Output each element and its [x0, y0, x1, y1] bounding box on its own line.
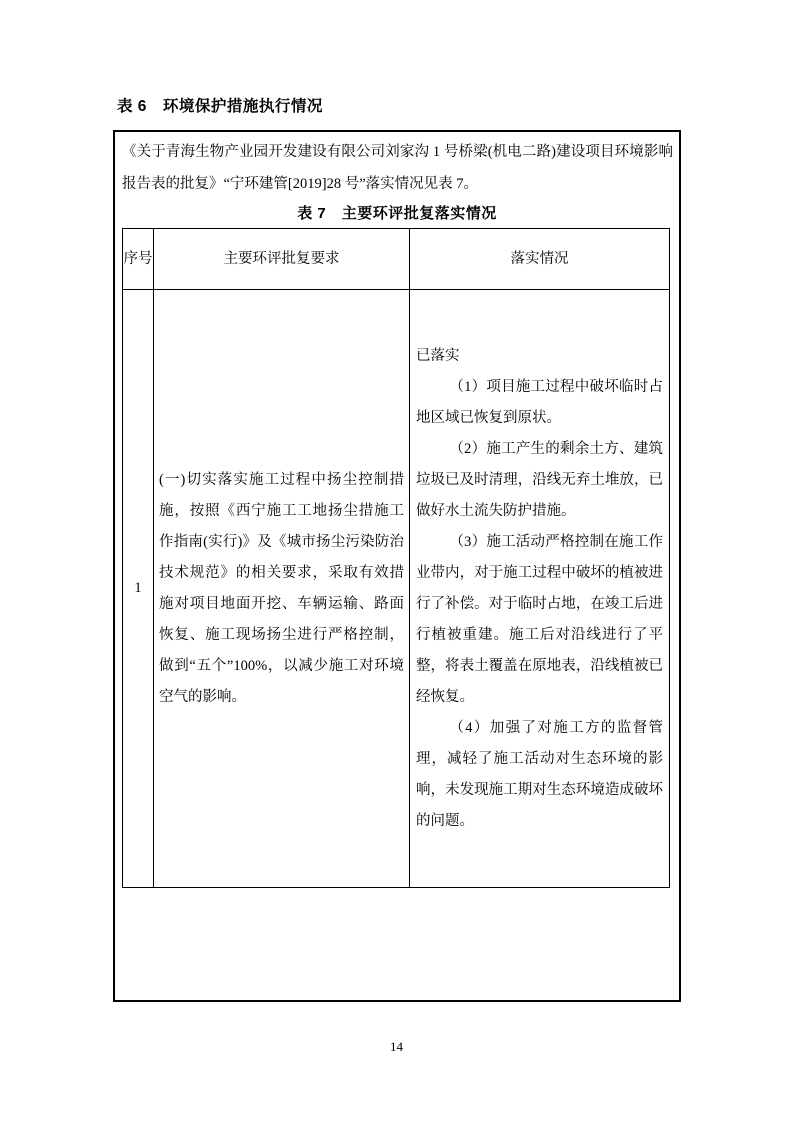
- requirement-text: (一)切实落实施工过程中扬尘控制措施，按照《西宁施工工地扬尘措施工作指南(实行)》及《城市扬尘污染防治技术规范》的相关要求，采取有效措施对项目地面开挖、车辆运输、路面恢复、施工现场扬尘进行严格控制，做到“五个”100%，以减少施工对环境空气的影响。: [159, 471, 404, 705]
- implementation-status-line: 已落实: [416, 347, 460, 364]
- table-header-row: [123, 229, 670, 290]
- implementation-item-3: （3）施工活动严格控制在施工作业带内，对于施工过程中破坏的植被进行了补偿。对于临时占地，在竣工后进行植被重建。施工后对沿线进行了平整，将表土覆盖在原地表，沿线植被已经恢复。: [416, 533, 663, 705]
- implementation-item-2: （2）施工产生的剩余土方、建筑垃圾已及时清理，沿线无弃土堆放，已做好水土流失防护措施。: [416, 440, 663, 519]
- table7-title: 表 7 主要环评批复落实情况: [297, 205, 497, 222]
- table7-approval-table: [122, 228, 670, 888]
- row-index-cell: 1: [123, 290, 154, 888]
- page-number: 14: [390, 1039, 403, 1054]
- table-row: [123, 290, 670, 888]
- column-header-requirement: 主要环评批复要求: [154, 229, 410, 290]
- implementation-text: [410, 341, 669, 837]
- section-title-table6: 表 6 环境保护措施执行情况: [117, 98, 323, 115]
- table6-content-box: [113, 130, 681, 1002]
- row-implementation-cell: [410, 290, 670, 888]
- implementation-item-1: （1）项目施工过程中破坏临时占地区域已恢复到原状。: [416, 378, 663, 426]
- row-requirement-cell: [154, 290, 410, 888]
- implementation-item-4: （4）加强了对施工方的监督管理，减轻了施工活动对生态环境的影响，未发现施工期对生态环境造成破坏的问题。: [416, 719, 663, 829]
- approval-intro-paragraph: 《关于青海生物产业园开发建设有限公司刘家沟 1 号桥梁(机电二路)建设项目环境影响报告表的批复》“宁环建管[2019]28 号”落实情况见表 7。: [122, 144, 673, 192]
- column-header-index: 序号: [123, 229, 154, 290]
- column-header-implementation: 落实情况: [410, 229, 670, 290]
